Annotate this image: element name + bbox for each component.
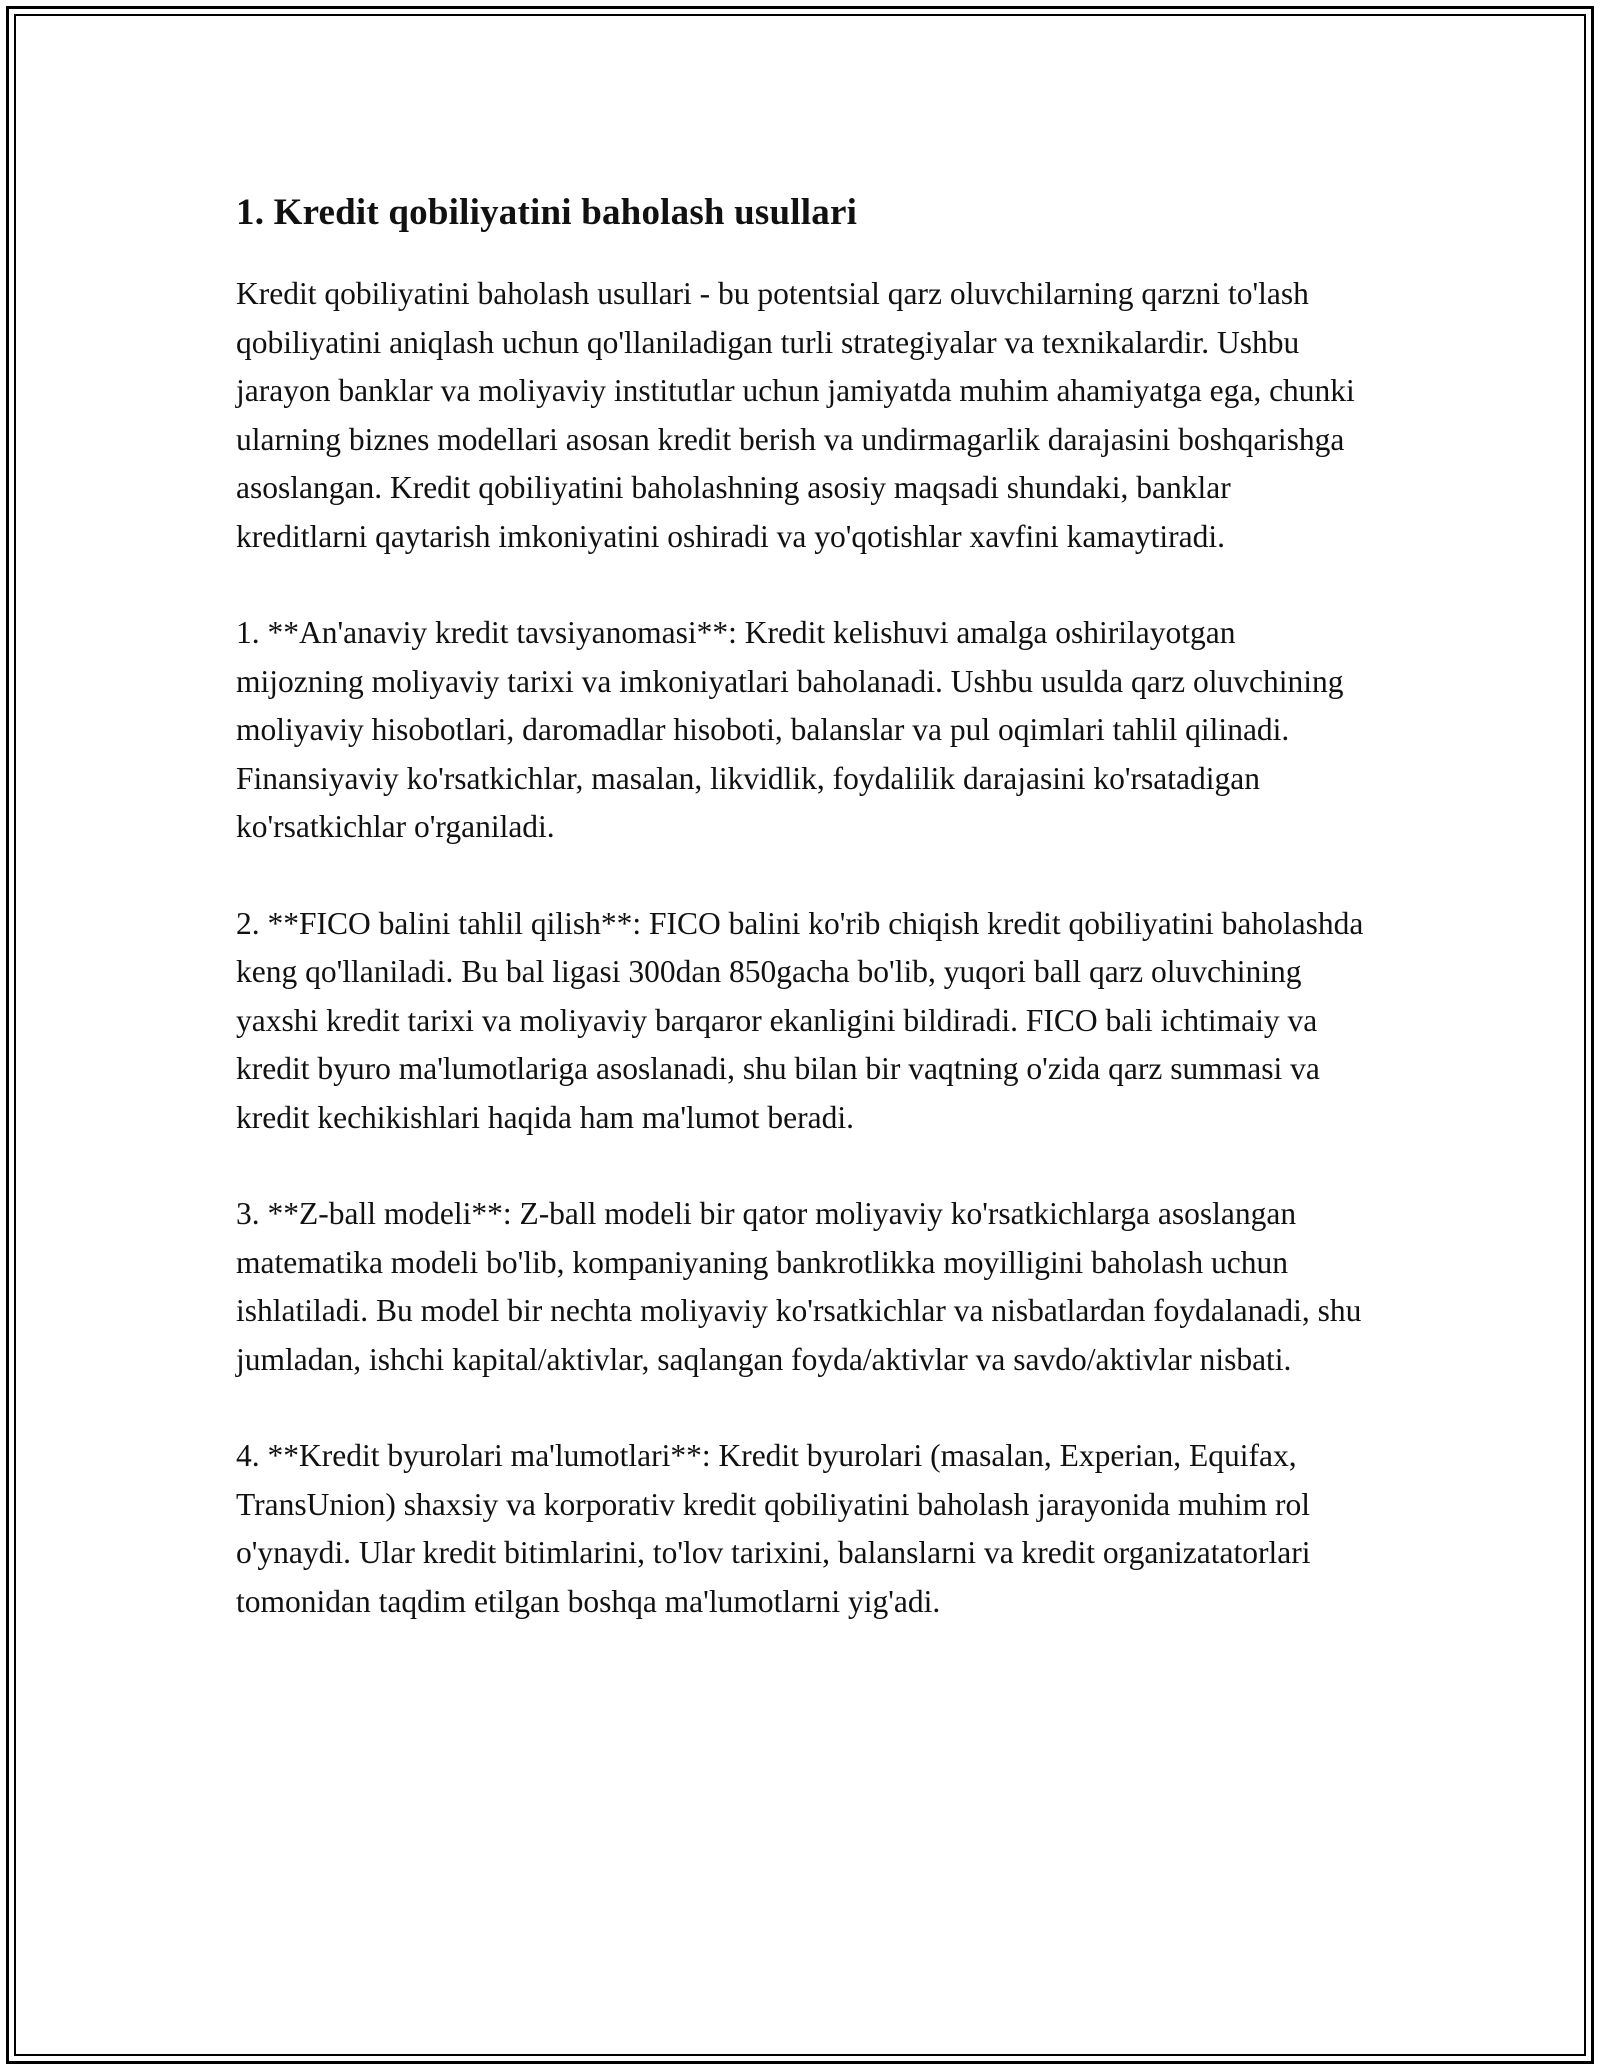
intro-paragraph: Kredit qobiliyatini baholash usullari - bu potentsial qarz oluvchilarning qarzni to'lash qobiliyatini aniqlash uchun qo'llaniladigan turli strategiyalar va texnikalardir. Ushbu jarayon banklar va moliyaviy institutlar uchun jamiyatda muhim ahamiyatga ega, chunki ularning biznes modellari asosan kredit berish va undirmagarlik darajasini boshqarishga asoslangan. Kredit qobiliyatini baholashning asosiy maqsadi shundaki, banklar kreditlarni qaytarish imkoniyatini oshiradi va yo'qotishlar xavfini kamaytiradi.: [236, 276, 1355, 554]
document-body: [236, 186, 1366, 1674]
list-item-traditional-credit: 1. **An'anaviy kredit tavsiyanomasi**: Kredit kelishuvi amalga oshirilayotgan mijozning moliyaviy tarixi va imkoniyatlari baholanadi. Ushbu usulda qarz oluvchining moliyaviy hisobotlari, daromadlar hisoboti, balanslar va pul oqimlari tahlil qilinadi. Finansiyaviy ko'rsatkichlar, masalan, likvidlik, foydalilik darajasini ko'rsatadigan ko'rsatkichlar o'rganiladi.: [236, 615, 1344, 844]
list-item-z-score-model: 3. **Z-ball modeli**: Z-ball modeli bir qator moliyaviy ko'rsatkichlarga asoslangan matematika modeli bo'lib, kompaniyaning bankrotlikka moyilligini baholash uchun ishlatiladi. Bu model bir nechta moliyaviy ko'rsatkichlar va nisbatlardan foydalanadi, shu jumladan, ishchi kapital/aktivlar, saqlangan foyda/aktivlar va savdo/aktivlar nisbati.: [236, 1196, 1362, 1377]
section-heading: 1. Kredit qobiliyatini baholash usullari: [236, 192, 858, 233]
list-item-fico-score: 2. **FICO balini tahlil qilish**: FICO balini ko'rib chiqish kredit qobiliyatini baholashda keng qo'llaniladi. Bu bal ligasi 300dan 850gacha bo'lib, yuqori ball qarz oluvchining yaxshi kredit tarixi va moliyaviy barqaror ekanligini bildiradi. FICO bali ichtimaiy va kredit byuro ma'lumotlariga asoslanadi, shu bilan bir vaqtning o'zida qarz summasi va kredit kechikishlari haqida ham ma'lumot beradi.: [236, 905, 1364, 1135]
list-item-credit-bureaus: 4. **Kredit byurolari ma'lumotlari**: Kredit byurolari (masalan, Experian, Equifax, TransUnion) shaxsiy va korporativ kredit qobiliyatini baholash jarayonida muhim rol o'ynaydi. Ular kredit bitimlarini, to'lov tarixini, balanslarni va kredit organizatatorlari tomonidan taqdim etilgan boshqa ma'lumotlarni yig'adi.: [236, 1438, 1311, 1619]
